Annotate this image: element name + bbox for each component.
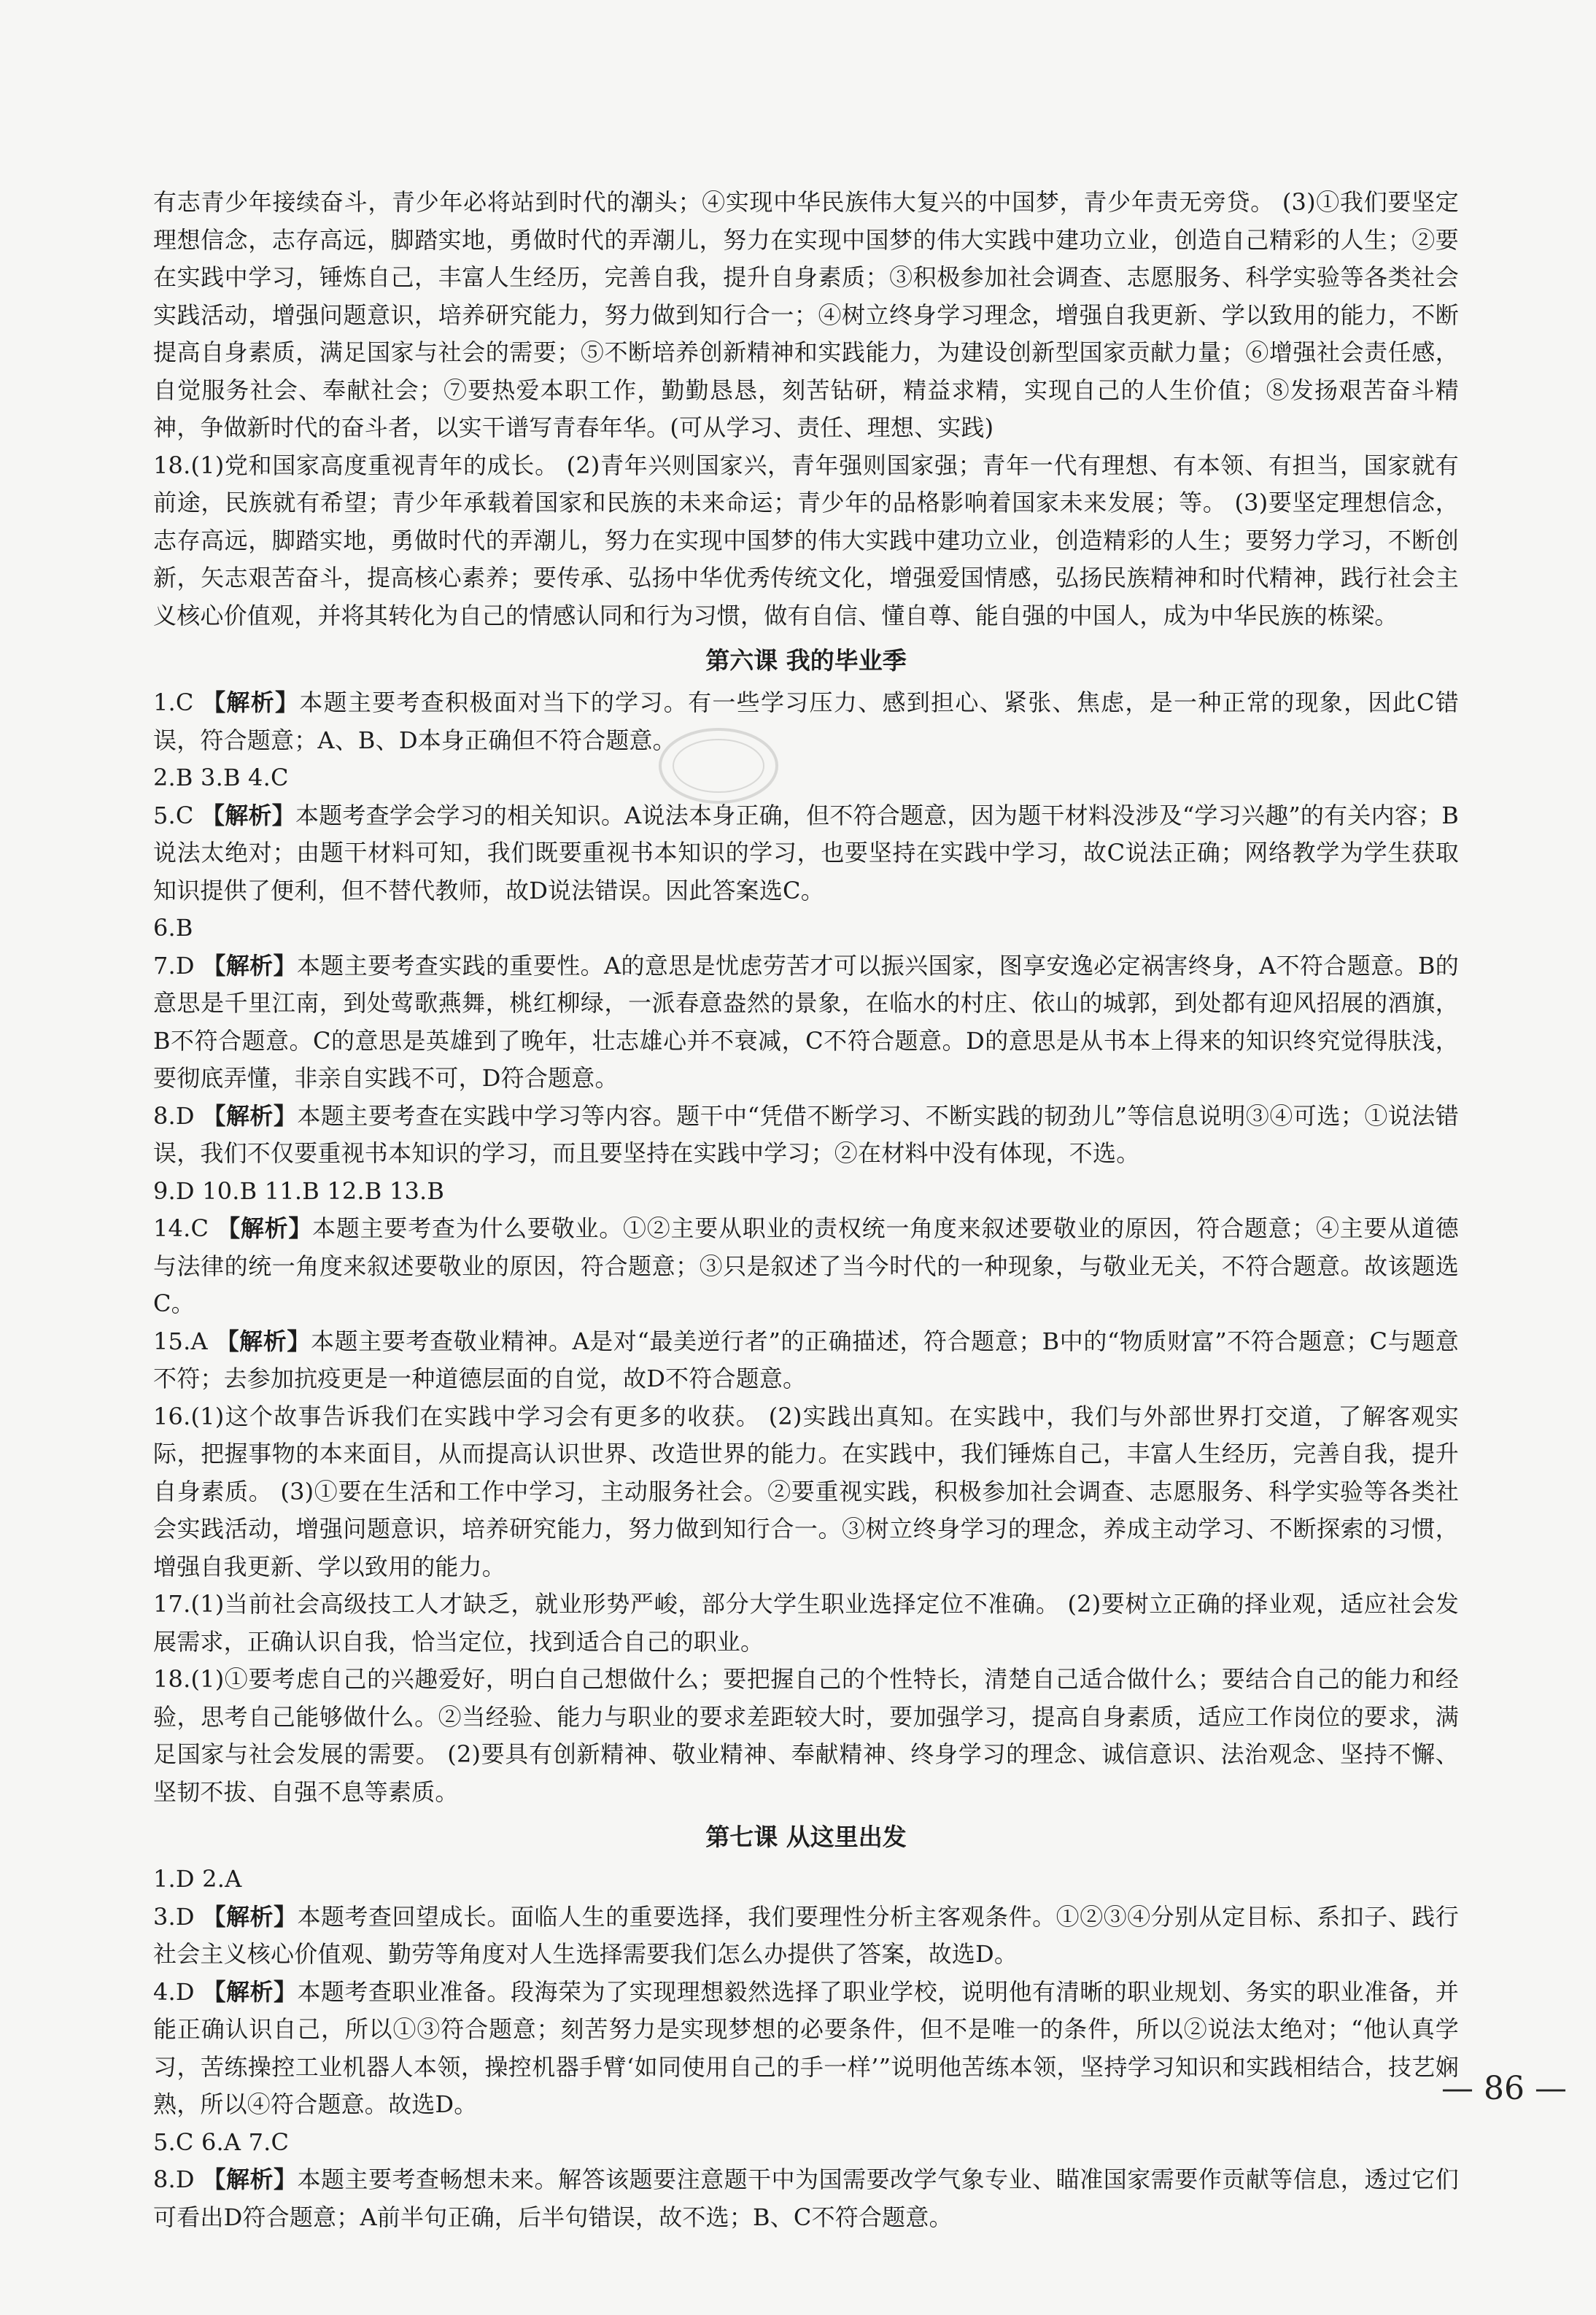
answer-item: 9.D 10.B 11.B 12.B 13.B [153, 1176, 445, 1205]
answer-item: 7.D 【解析】本题主要考查实践的重要性。A的意思是忧虑劳苦才可以振兴国家，图享安逸必定祸害终身，A不符合题意。B的意思是千里江南，到处莺歌燕舞，桃红柳绿，一派春意盎然的景象，在临水的村庄、依山的城郭，到处都有迎风招展的酒旗，B不符合题意。C的意思是英雄到了晚年，壮志雄心并不衰减，C不符合题意。D的意思是从书本上得来的知识终究觉得肤浅，要彻底弄懂，非亲自实践不可，D符合题意。 [153, 951, 1459, 1092]
page-number: — 86 — [1441, 2070, 1567, 2107]
answer-item: 17.(1)当前社会高级技工人才缺乏，就业形势严峻，部分大学生职业选择定位不准确。 (2)要树立正确的择业观，适应社会发展需求，正确认识自我，恰当定位，找到适合自己的职业。 [153, 1590, 1459, 1656]
watermark-stamp-icon [656, 726, 780, 806]
answer-item: 1.D 2.A [153, 1865, 242, 1893]
answer-item: 14.C 【解析】本题主要考查为什么要敬业。①②主要从职业的责权统一角度来叙述要敬业的原因，符合题意；④主要从道德与法律的统一角度来叙述要敬业的原因，符合题意；③只是叙述了当今时代的一种现象，与敬业无关，不符合题意。故该题选C。 [153, 1214, 1459, 1317]
answer-item: 8.D 【解析】本题主要考查在实践中学习等内容。题干中“凭借不断学习、不断实践的韧劲儿”等信息说明③④可选；①说法错误，我们不仅要重视书本知识的学习，而且要坚持在实践中学习；②在材料中没有体现，不选。 [153, 1101, 1459, 1167]
lesson7-heading: 第七课 从这里出发 [705, 1823, 907, 1851]
paragraph-17-continued: 有志青少年接续奋斗，青少年必将站到时代的潮头；④实现中华民族伟大复兴的中国梦，青少年责无旁贷。 (3)①我们要坚定理想信念，志存高远，脚踏实地，勇做时代的弄潮儿，努力在实现中国梦的伟大实践中建功立业，创造自己精彩的人生；②要在实践中学习，锤炼自己，丰富人生经历，完善自我，提升自身素质；③积极参加社会调查、志愿服务、科学实验等各类社会实践活动，增强问题意识，培养研究能力，努力做到知行合一；④树立终身学习理念，增强自我更新、学以致用的能力，不断提高自身素质，满足国家与社会的需要；⑤不断培养创新精神和实践能力，为建设创新型国家贡献力量；⑥增强社会责任感，自觉服务社会、奉献社会；⑦要热爱本职工作，勤勤恳恳，刻苦钻研，精益求精，实现自己的人生价值；⑧发扬艰苦奋斗精神，争做新时代的奋斗者，以实干谱写青春年华。(可从学习、责任、理想、实践) [153, 188, 1459, 441]
answer-item: 5.C 6.A 7.C [153, 2128, 290, 2156]
answer-item: 4.D 【解析】本题考查职业准备。段海荣为了实现理想毅然选择了职业学校，说明他有清晰的职业规划、务实的职业准备，并能正确认识自己，所以①③符合题意；刻苦努力是实现梦想的必要条件，但不是唯一的条件，所以②说法太绝对；“他认真学习，苦练操控工业机器人本领，操控机器手臂‘如同使用自己的手一样’”说明他苦练本领，坚持学习知识和实践相结合，技艺娴熟，所以④符合题意。故选D。 [153, 1977, 1459, 2118]
answer-item: 6.B [153, 914, 193, 942]
answer-item: 1.C 【解析】本题主要考查积极面对当下的学习。有一些学习压力、感到担心、紧张、焦虑，是一种正常的现象，因此C错误，符合题意；A、B、D本身正确但不符合题意。 [153, 689, 1459, 754]
lesson6-heading: 第六课 我的毕业季 [705, 646, 907, 675]
answer-item: 16.(1)这个故事告诉我们在实践中学习会有更多的收获。 (2)实践出真知。在实践中，我们与外部世界打交道，了解客观实际，把握事物的本来面目，从而提高认识世界、改造世界的能力。在实践中，我们锤炼自己，丰富人生经历，完善自我，提升自身素质。 (3)①要在生活和工作中学习，主动服务社会。②要重视实践，积极参加社会调查、志愿服务、科学实验等各类社会实践活动，增强问题意识，培养研究能力，努力做到知行合一。③树立终身学习的理念，养成主动学习、不断探索的习惯，增强自我更新、学以致用的能力。 [153, 1402, 1459, 1581]
answer-item: 8.D 【解析】本题主要考查畅想未来。解答该题要注意题干中为国需要改学气象专业、瞄准国家需要作贡献等信息，透过它们可看出D符合题意；A前半句正确，后半句错误，故不选；B、C不符合题意。 [153, 2165, 1459, 2231]
answer-item: 2.B 3.B 4.C [153, 764, 289, 791]
answer-item: 3.D 【解析】本题考查回望成长。面临人生的重要选择，我们要理性分析主客观条件。①②③④分别从定目标、系扣子、践行社会主义核心价值观、勤劳等角度对人生选择需要我们怎么办提供了答案，故选D。 [153, 1902, 1459, 1968]
answer-page [153, 184, 1459, 2236]
answer-item: 5.C 【解析】本题考查学会学习的相关知识。A说法本身正确，但不符合题意，因为题干材料没涉及“学习兴趣”的有关内容；B说法太绝对；由题干材料可知，我们既要重视书本知识的学习，也要坚持在实践中学习，故C说法正确；网络教学为学生获取知识提供了便利，但不替代教师，故D说法错误。因此答案选C。 [153, 801, 1459, 904]
answer-item: 15.A 【解析】本题主要考查敬业精神。A是对“最美逆行者”的正确描述，符合题意；B中的“物质财富”不符合题意；C与题意不符；去参加抗疫更是一种道德层面的自觉，故D不符合题意。 [153, 1327, 1459, 1392]
paragraph-18: 18.(1)党和国家高度重视青年的成长。 (2)青年兴则国家兴，青年强则国家强；青年一代有理想、有本领、有担当，国家就有前途，民族就有希望；青少年承载着国家和民族的未来命运；青少年的品格影响着国家未来发展；等。 (3)要坚定理想信念，志存高远，脚踏实地，勇做时代的弄潮儿，努力在实现中国梦的伟大实践中建功立业，创造精彩的人生；要努力学习，不断创新，矢志艰苦奋斗，提高核心素养；要传承、弘扬中华优秀传统文化，增强爱国情感，弘扬民族精神和时代精神，践行社会主义核心价值观，并将其转化为自己的情感认同和行为习惯，做有自信、懂自尊、能自强的中国人，成为中华民族的栋梁。 [153, 451, 1459, 629]
answer-item: 18.(1)①要考虑自己的兴趣爱好，明白自己想做什么；要把握自己的个性特长，清楚自己适合做什么；要结合自己的能力和经验，思考自己能够做什么。②当经验、能力与职业的要求差距较大时，要加强学习，提高自身素质，适应工作岗位的要求，满足国家与社会发展的需要。 (2)要具有创新精神、敬业精神、奉献精神、终身学习的理念、诚信意识、法治观念、坚持不懈、坚韧不拔、自强不息等素质。 [153, 1665, 1459, 1806]
